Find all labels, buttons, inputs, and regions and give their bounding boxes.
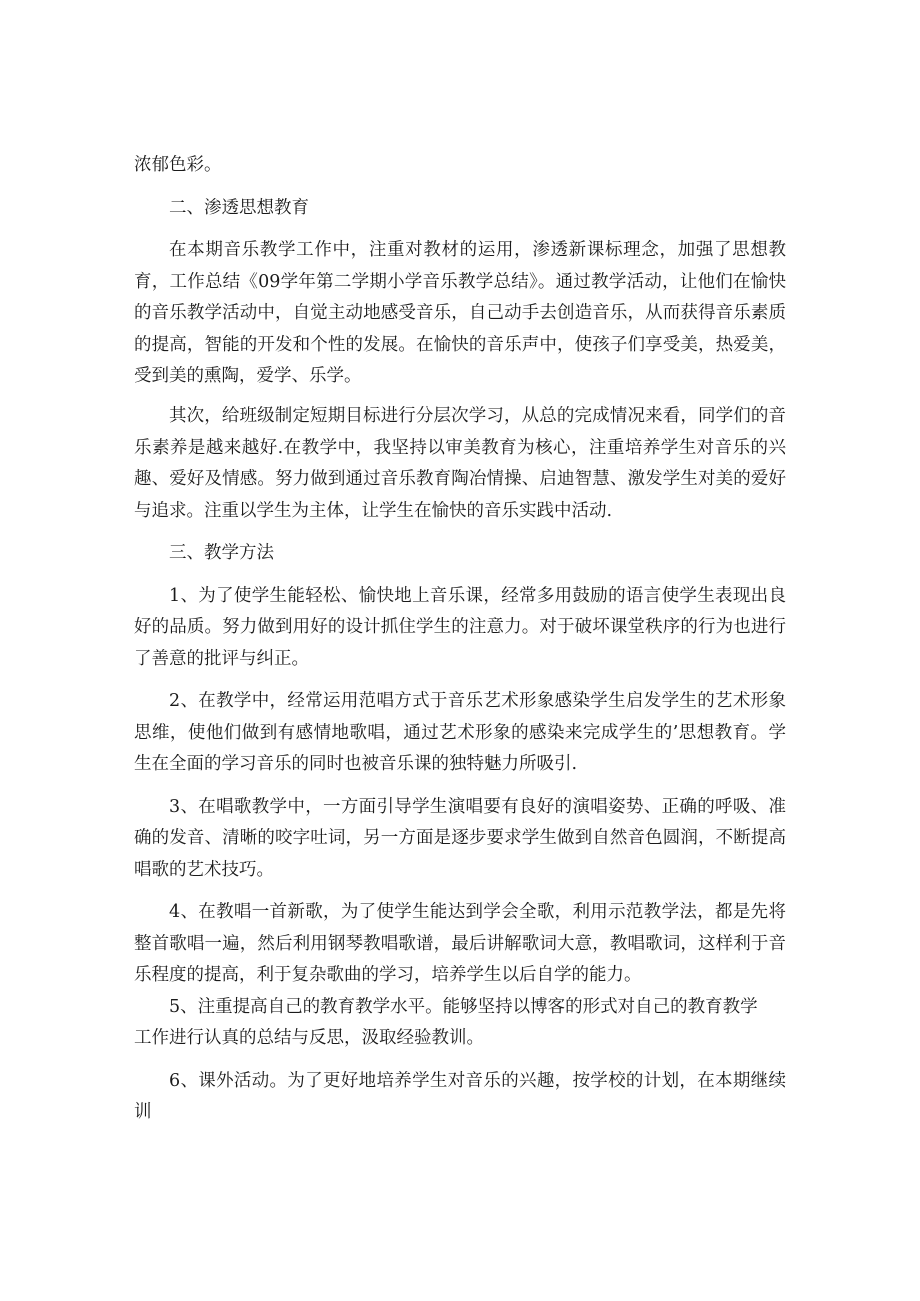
section-heading-2: 二、渗透思想教育 xyxy=(169,197,309,218)
method-item-2: 2、在教学中，经常运用范唱方式于音乐艺术形象感染学生启发学生的艺术形象思维，使他们做到有感情地歌唱，通过艺术形象的感染来完成学生的’思想教育。学生在全面的学习音乐的同时也被音乐课的独特魅力所吸引. xyxy=(134,691,786,774)
section-heading-3: 三、教学方法 xyxy=(169,543,274,563)
paragraph-continuation: 浓郁色彩。 xyxy=(134,155,222,175)
method-item-6: 6、课外活动。为了更好地培养学生对音乐的兴趣，按学校的计划，在本期继续训 xyxy=(134,1070,786,1122)
method-item-4: 4、在教唱一首新歌，为了使学生能达到学会全歌，利用示范教学法，都是先将整首歌唱一遍，然后利用钢琴教唱歌谱，最后讲解歌词大意，教唱歌词，这样利于音乐程度的提高，利于复杂歌曲的学习，培养学生以后自学的能力。 xyxy=(134,902,786,985)
paragraph-layered-learning: 其次，给班级制定短期目标进行分层次学习，从总的完成情况来看，同学们的音乐素养是越来越好.在教学中，我坚持以审美教育为核心，注重培养学生对音乐的兴趣、爱好及情感。努力做到通过音乐教育陶冶情操、启迪智慧、激发学生对美的爱好与追求。注重以学生为主体，让学生在愉快的音乐实践中活动. xyxy=(134,406,786,521)
method-item-3: 3、在唱歌教学中，一方面引导学生演唱要有良好的演唱姿势、正确的呼吸、准确的发音、清晰的咬字吐词，另一方面是逐步要求学生做到自然音色圆润，不断提高唱歌的艺术技巧。 xyxy=(134,796,786,880)
document-page xyxy=(134,150,786,1129)
method-item-5-continuation: 工作进行认真的总结与反思，汲取经验教训。 xyxy=(134,1028,484,1048)
method-item-1: 1、为了使学生能轻松、愉快地上音乐课，经常多用鼓励的语言使学生表现出良好的品质。努力做到用好的设计抓住学生的注意力。对于破坏课堂秩序的行为也进行了善意的批评与纠正。 xyxy=(134,585,786,669)
paragraph-thought-education: 在本期音乐教学工作中，注重对教材的运用，渗透新课标理念，加强了思想教育，工作总结《09学年第二学期小学音乐教学总结》。通过教学活动，让他们在愉快的音乐教学活动中，自觉主动地感受音乐，自己动手去创造音乐，从而获得音乐素质的提高，智能的开发和个性的发展。在愉快的音乐声中，使孩子们享受美，热爱美，受到美的熏陶，爱学、乐学。 xyxy=(134,240,786,386)
method-item-5: 5、注重提高自己的教育教学水平。能够坚持以博客的形式对自己的教育教学 xyxy=(169,996,758,1017)
